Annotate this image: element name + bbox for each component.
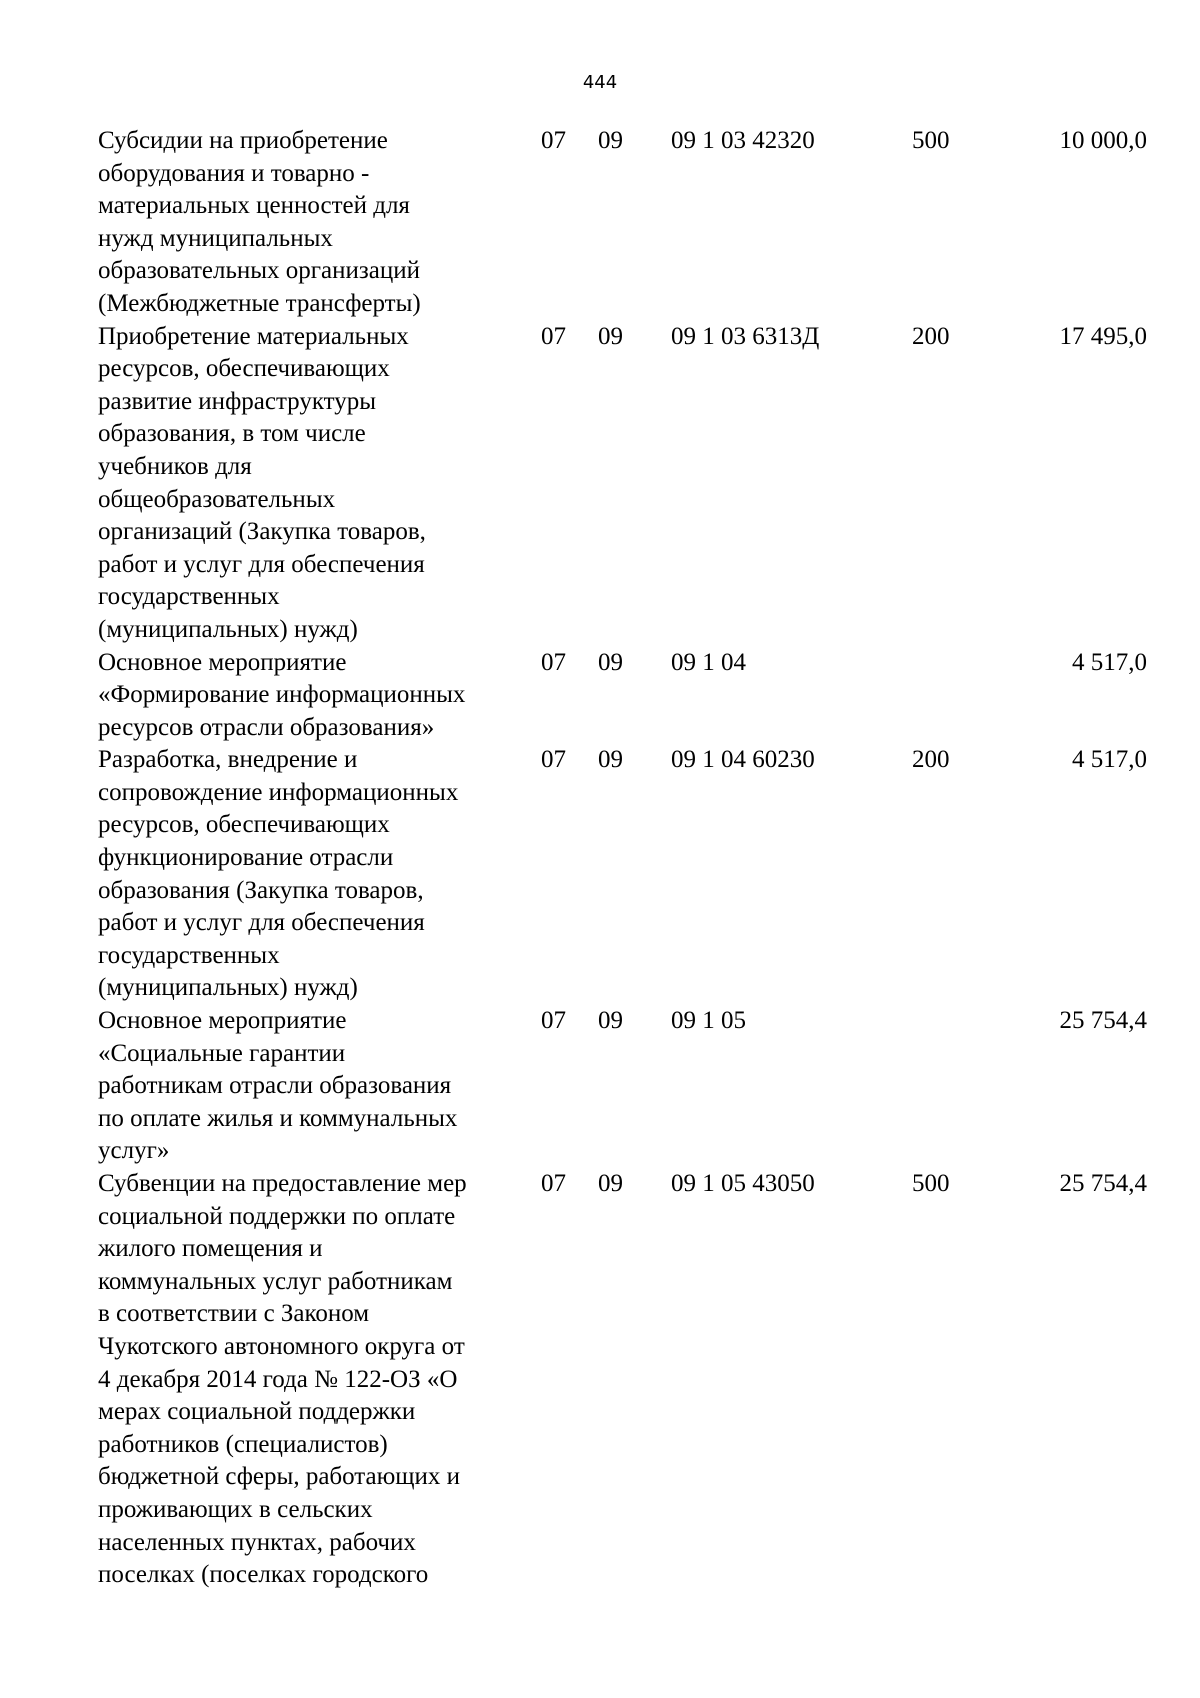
table-row	[0, 321, 1200, 647]
row-subsection-code: 09	[598, 746, 623, 774]
row-amount: 17 495,0	[1059, 322, 1147, 350]
table-row	[0, 744, 1200, 1005]
row-section-code: 07	[541, 1170, 566, 1197]
budget-table	[0, 125, 1200, 1592]
row-target-item-code: 09 1 04 60230	[671, 746, 815, 774]
row-name: Разработка, внедрение и сопровождение информационных ресурсов, обеспечивающих функционирование отрасли образования (Закупка товаров, работ и услуг для обеспечения государственных (муниципальных) нужд)	[98, 746, 459, 1002]
row-target-item-code: 09 1 03 42320	[671, 127, 815, 154]
row-name: Субвенции на предоставление мер социальной поддержки по оплате жилого помещения и коммунальных услуг работникам в соответствии с Законом Чукотского автономного округа от 4 декабря 2014 года № 122-ОЗ «О мерах социальной поддержки работников (специалистов) бюджетной сферы, работающих и проживающих в сельских населенных пунктах, рабочих поселках (поселках городского	[98, 1170, 467, 1589]
row-section-code: 07	[541, 1007, 566, 1035]
row-name: Основное мероприятие «Социальные гарантии работникам отрасли образования по оплате жилья и коммунальных услуг»	[98, 1007, 458, 1165]
table-row	[0, 1005, 1200, 1168]
table-row	[0, 647, 1200, 745]
row-amount: 10 000,0	[1059, 127, 1147, 154]
row-subsection-code: 09	[598, 127, 623, 154]
row-section-code: 07	[541, 322, 566, 350]
row-expense-type-code: 200	[912, 322, 950, 350]
row-target-item-code: 09 1 04	[671, 648, 746, 676]
row-name: Субсидии на приобретение оборудования и товарно - материальных ценностей для нужд муниципальных образовательных организаций (Межбюджетные трансферты)	[98, 127, 421, 317]
row-subsection-code: 09	[598, 322, 623, 350]
row-section-code: 07	[541, 648, 566, 676]
row-expense-type-code: 500	[912, 1170, 950, 1197]
row-expense-type-code: 500	[912, 127, 950, 154]
row-amount: 4 517,0	[1072, 648, 1147, 676]
page-number: 444	[582, 72, 618, 93]
row-subsection-code: 09	[598, 1007, 623, 1035]
row-name: Приобретение материальных ресурсов, обеспечивающих развитие инфраструктуры образования, в том числе учебников для общеобразовательных организаций (Закупка товаров, работ и услуг для обеспечения государственных (муниципальных) нужд)	[98, 322, 426, 643]
row-target-item-code: 09 1 05	[671, 1007, 746, 1035]
row-target-item-code: 09 1 05 43050	[671, 1170, 815, 1197]
row-amount: 25 754,4	[1059, 1170, 1147, 1197]
row-amount: 25 754,4	[1059, 1007, 1147, 1035]
row-section-code: 07	[541, 127, 566, 154]
row-target-item-code: 09 1 03 6313Д	[671, 322, 820, 350]
row-subsection-code: 09	[598, 1170, 623, 1197]
row-section-code: 07	[541, 746, 566, 774]
table-row	[0, 125, 1200, 321]
row-amount: 4 517,0	[1072, 746, 1147, 774]
table-row	[0, 1168, 1200, 1592]
row-subsection-code: 09	[598, 648, 623, 676]
row-name: Основное мероприятие «Формирование информационных ресурсов отрасли образования»	[98, 648, 466, 741]
row-expense-type-code: 200	[912, 746, 950, 774]
